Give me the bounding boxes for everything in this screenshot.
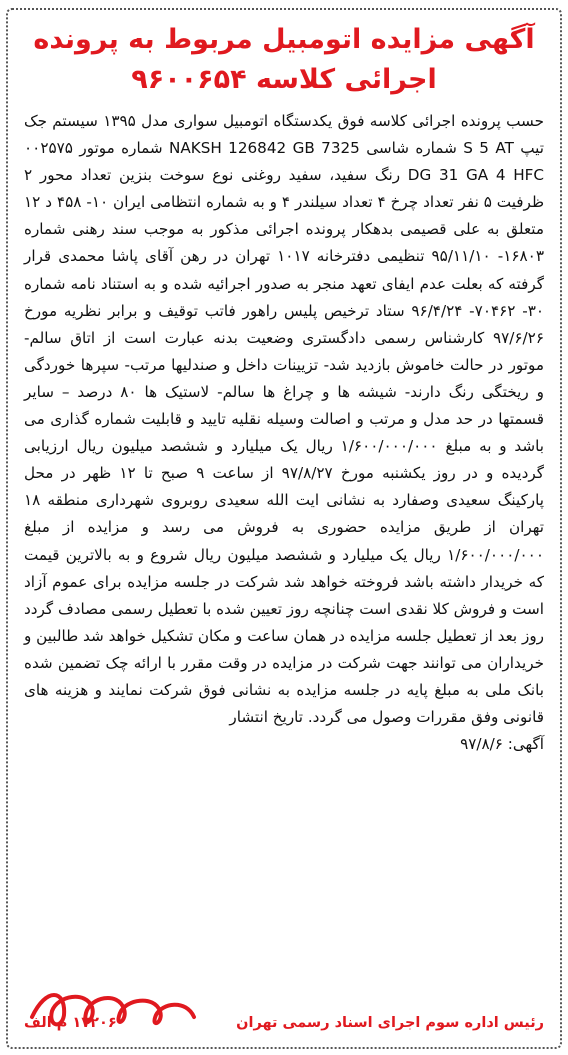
publish-date-line: آگهی: ۹۷/۸/۶ bbox=[460, 735, 544, 754]
notice-body: حسب پرونده اجرائی کلاسه فوق یکدستگاه اتومبیل سواری مدل ۱۳۹۵ سیستم جک تیپ S 5 AT شماره شاسی NAKSH 126842 GB 7325 شماره موتور ۰۰۲۵۷۵ DG 31 GA 4 HFC رنگ سفید، سفید روغنی نوع سوخت بنزین تعداد محور ۲ ظرفیت ۵ نفر تعداد چرخ ۴ تعداد سیلندر ۴ و به شماره انتظامی ایران ۱۰- ۴۵۸ د ۱۲ متعلق به علی قصیمی بدهکار پرونده اجرائی مذکور به موجب سند رهنی شماره ۱۶۸۰۳- ۹۵/۱۱/۱۰ تنظیمی دفترخانه ۱۰۱۷ تهران در رهن آقای پاشا محمدی قرار گرفته که بعلت عدم ایفای تعهد منجر به صدور اجرائیه شده و به استناد نامه شماره ۳۰- ۷۰۴۶۲- ۹۶/۴/۲۴ ستاد ترخیص پلیس راهور فاتب توقیف و برابر نظریه مورخ ۹۷/۶/۲۶ کارشناس رسمی دادگستری وضعیت بدنه عبارت است از اتاق سالم- موتور در حالت خاموش بازدید شد- تزیینات داخل و صندلیها مرتب- سپرها خوردگی و ریختگی رنگ دارند- شیشه ها و چراغ ها سالم- لاستیک ها ۸۰ درصد – سایر قسمتها در حد مدل و مرتب و اصالت وسیله نقلیه تایید و قابلیت شماره گذاری می باشد و به مبلغ ۱/۶۰۰/۰۰۰/۰۰۰ ریال یک میلیارد و ششصد میلیون ریال ارزیابی گردیده و در روز یکشنبه مورخ ۹۷/۸/۲۷ از ساعت ۹ صبح تا ۱۲ ظهر در محل پارکینگ سعیدی وصفارد به نشانی ایت الله سعیدی روبروی شهرداری منطقه ۱۸ تهران از طریق مزایده حضوری به فروش می رسد و مزایده از مبلغ ۱/۶۰۰/۰۰۰/۰۰۰ ریال یک میلیارد و ششصد میلیون ریال شروع و به بالاترین قیمت که خریدار داشته باشد فروخته خواهد شد شرکت در جلسه مزایده برای عموم آزاد است و فروش کلا نقدی است چنانچه روز تعیین شده با تعطیل رسمی مصادف گردد روز بعد از تعطیل جلسه مزایده در همان ساعت و مکان تشکیل خواهد شد طالبین و خریداران می توانند جهت شرکت در مزایده در وقت مقرر با ارائه چک تضمین شده بانک ملی به مبلغ پایه در جلسه مزایده به نشانی فوق شرکت نمایند و هزینه های قانونی وفق مقررات وصول می گردد. تاریخ انتشار bbox=[23, 112, 545, 727]
notice-footer bbox=[24, 1007, 544, 1039]
reference-number: ۱۷۲۰۶ م الف bbox=[24, 1015, 117, 1031]
signature-text: رئیس اداره سوم اجرای اسناد رسمی تهران bbox=[236, 1015, 544, 1031]
notice-title-line1: آگهی مزایده اتومبیل مربوط به پرونده bbox=[33, 24, 535, 55]
notice-title-line2: اجرائی کلاسه ۹۶۰۰۶۵۴ bbox=[131, 64, 437, 95]
dotted-border-frame bbox=[6, 8, 562, 1049]
